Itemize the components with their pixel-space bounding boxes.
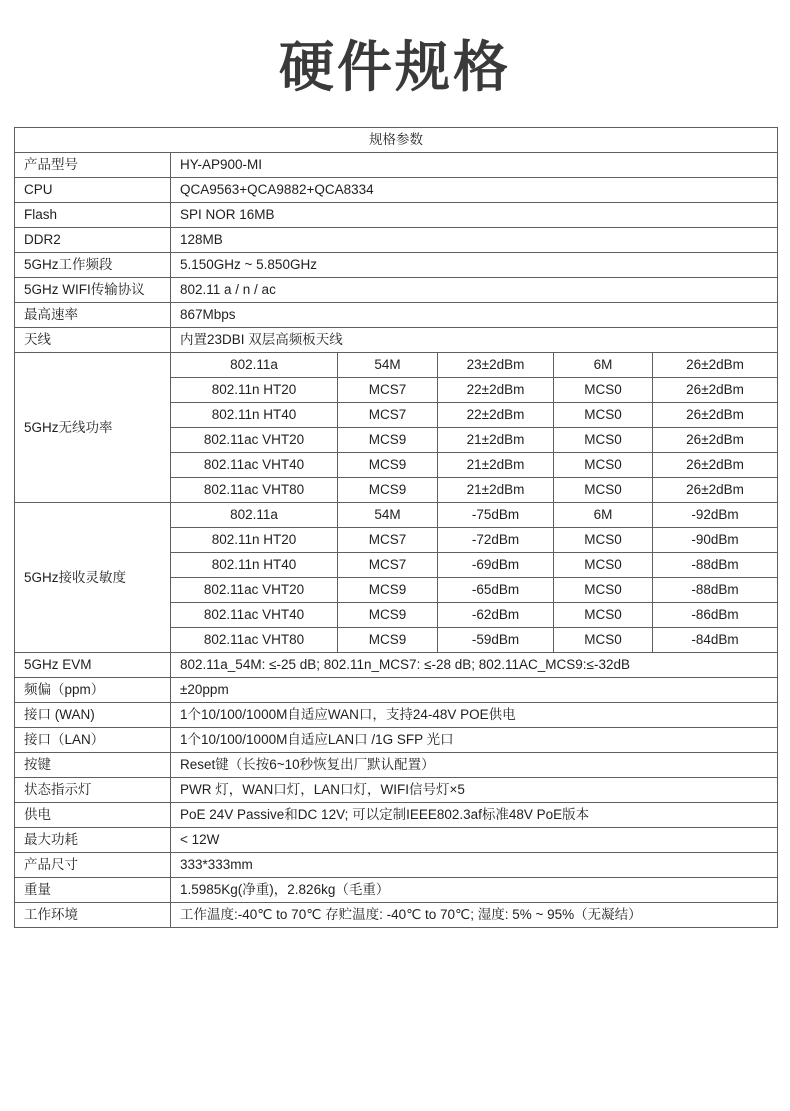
power-cell: 22±2dBm bbox=[438, 378, 554, 403]
sensitivity-cell: -88dBm bbox=[653, 578, 778, 603]
row-value: 1.5985Kg(净重)，2.826kg（毛重） bbox=[171, 878, 778, 903]
sensitivity-cell: -72dBm bbox=[438, 528, 554, 553]
row-label: 5GHz WIFI传输协议 bbox=[15, 278, 171, 303]
protocol-cell: 802.11ac VHT40 bbox=[171, 603, 338, 628]
row-label: 按键 bbox=[15, 753, 171, 778]
sensitivity-cell: -86dBm bbox=[653, 603, 778, 628]
rate-cell: 54M bbox=[338, 503, 438, 528]
row-value: QCA9563+QCA9882+QCA8334 bbox=[171, 178, 778, 203]
sensitivity-cell: -90dBm bbox=[653, 528, 778, 553]
power-cell: 26±2dBm bbox=[653, 453, 778, 478]
rx-sensitivity-row bbox=[15, 503, 778, 528]
table-row bbox=[15, 203, 778, 228]
rate-cell: MCS9 bbox=[338, 578, 438, 603]
table-row bbox=[15, 653, 778, 678]
rate-cell: 6M bbox=[554, 503, 653, 528]
table-row bbox=[15, 778, 778, 803]
table-row bbox=[15, 303, 778, 328]
rate-cell: MCS9 bbox=[338, 478, 438, 503]
rate-cell: MCS0 bbox=[554, 428, 653, 453]
row-value: ±20ppm bbox=[171, 678, 778, 703]
row-label: 频偏（ppm） bbox=[15, 678, 171, 703]
table-row bbox=[15, 903, 778, 928]
rate-cell: MCS0 bbox=[554, 528, 653, 553]
row-value: PoE 24V Passive和DC 12V; 可以定制IEEE802.3af标准48V PoE版本 bbox=[171, 803, 778, 828]
protocol-cell: 802.11ac VHT80 bbox=[171, 478, 338, 503]
protocol-cell: 802.11n HT40 bbox=[171, 553, 338, 578]
sensitivity-cell: -88dBm bbox=[653, 553, 778, 578]
table-row bbox=[15, 703, 778, 728]
rate-cell: 54M bbox=[338, 353, 438, 378]
power-cell: 22±2dBm bbox=[438, 403, 554, 428]
table-row bbox=[15, 753, 778, 778]
power-cell: 26±2dBm bbox=[653, 378, 778, 403]
sensitivity-cell: -84dBm bbox=[653, 628, 778, 653]
row-value: 128MB bbox=[171, 228, 778, 253]
rate-cell: MCS0 bbox=[554, 378, 653, 403]
row-label: DDR2 bbox=[15, 228, 171, 253]
row-label: 产品尺寸 bbox=[15, 853, 171, 878]
rate-cell: MCS0 bbox=[554, 628, 653, 653]
group-label: 5GHz无线功率 bbox=[15, 353, 171, 503]
row-label: 产品型号 bbox=[15, 153, 171, 178]
rate-cell: MCS7 bbox=[338, 403, 438, 428]
row-value: PWR 灯，WAN口灯，LAN口灯，WIFI信号灯×5 bbox=[171, 778, 778, 803]
rate-cell: MCS0 bbox=[554, 478, 653, 503]
rate-cell: MCS9 bbox=[338, 453, 438, 478]
row-label: 5GHz EVM bbox=[15, 653, 171, 678]
row-label: CPU bbox=[15, 178, 171, 203]
row-label: 接口 (WAN) bbox=[15, 703, 171, 728]
row-value: 内置23DBI 双层高频板天线 bbox=[171, 328, 778, 353]
row-value: 5.150GHz ~ 5.850GHz bbox=[171, 253, 778, 278]
table-row bbox=[15, 678, 778, 703]
table-row bbox=[15, 153, 778, 178]
protocol-cell: 802.11n HT20 bbox=[171, 528, 338, 553]
row-label: 最大功耗 bbox=[15, 828, 171, 853]
row-label: 重量 bbox=[15, 878, 171, 903]
power-cell: 26±2dBm bbox=[653, 478, 778, 503]
row-label: 天线 bbox=[15, 328, 171, 353]
rate-cell: 6M bbox=[554, 353, 653, 378]
rate-cell: MCS0 bbox=[554, 403, 653, 428]
power-cell: 21±2dBm bbox=[438, 453, 554, 478]
row-value: HY-AP900-MI bbox=[171, 153, 778, 178]
row-value: 工作温度:-40℃ to 70℃ 存贮温度: -40℃ to 70℃; 湿度: 5% ~ 95%（无凝结） bbox=[171, 903, 778, 928]
row-label: 5GHz工作频段 bbox=[15, 253, 171, 278]
row-label: Flash bbox=[15, 203, 171, 228]
protocol-cell: 802.11ac VHT20 bbox=[171, 578, 338, 603]
table-row bbox=[15, 253, 778, 278]
power-cell: 26±2dBm bbox=[653, 353, 778, 378]
table-row bbox=[15, 278, 778, 303]
sensitivity-cell: -92dBm bbox=[653, 503, 778, 528]
protocol-cell: 802.11a bbox=[171, 353, 338, 378]
rate-cell: MCS9 bbox=[338, 603, 438, 628]
table-row bbox=[15, 178, 778, 203]
rate-cell: MCS7 bbox=[338, 553, 438, 578]
row-value: 802.11a_54M: ≤-25 dB; 802.11n_MCS7: ≤-28 dB; 802.11AC_MCS9:≤-32dB bbox=[171, 653, 778, 678]
protocol-cell: 802.11a bbox=[171, 503, 338, 528]
row-label: 接口（LAN） bbox=[15, 728, 171, 753]
sensitivity-cell: -59dBm bbox=[438, 628, 554, 653]
row-value: < 12W bbox=[171, 828, 778, 853]
sensitivity-cell: -62dBm bbox=[438, 603, 554, 628]
table-header-title: 规格参数 bbox=[15, 128, 778, 153]
power-cell: 23±2dBm bbox=[438, 353, 554, 378]
row-value: 1个10/100/1000M自适应WAN口，支持24-48V POE供电 bbox=[171, 703, 778, 728]
rate-cell: MCS7 bbox=[338, 378, 438, 403]
table-row bbox=[15, 728, 778, 753]
rate-cell: MCS7 bbox=[338, 528, 438, 553]
protocol-cell: 802.11n HT20 bbox=[171, 378, 338, 403]
group-label: 5GHz接收灵敏度 bbox=[15, 503, 171, 653]
row-label: 最高速率 bbox=[15, 303, 171, 328]
row-value: 1个10/100/1000M自适应LAN口 /1G SFP 光口 bbox=[171, 728, 778, 753]
rate-cell: MCS9 bbox=[338, 628, 438, 653]
row-value: SPI NOR 16MB bbox=[171, 203, 778, 228]
rate-cell: MCS0 bbox=[554, 553, 653, 578]
power-cell: 21±2dBm bbox=[438, 478, 554, 503]
protocol-cell: 802.11ac VHT20 bbox=[171, 428, 338, 453]
protocol-cell: 802.11ac VHT80 bbox=[171, 628, 338, 653]
sensitivity-cell: -75dBm bbox=[438, 503, 554, 528]
table-header-row bbox=[15, 128, 778, 153]
power-cell: 21±2dBm bbox=[438, 428, 554, 453]
table-row bbox=[15, 228, 778, 253]
spec-table bbox=[14, 127, 778, 928]
row-value: Reset键（长按6~10秒恢复出厂默认配置） bbox=[171, 753, 778, 778]
table-row bbox=[15, 803, 778, 828]
rate-cell: MCS0 bbox=[554, 578, 653, 603]
tx-power-row bbox=[15, 353, 778, 378]
row-value: 802.11 a / n / ac bbox=[171, 278, 778, 303]
power-cell: 26±2dBm bbox=[653, 428, 778, 453]
table-row bbox=[15, 878, 778, 903]
rate-cell: MCS0 bbox=[554, 453, 653, 478]
row-value: 333*333mm bbox=[171, 853, 778, 878]
row-label: 状态指示灯 bbox=[15, 778, 171, 803]
sensitivity-cell: -69dBm bbox=[438, 553, 554, 578]
rate-cell: MCS0 bbox=[554, 603, 653, 628]
rate-cell: MCS9 bbox=[338, 428, 438, 453]
table-row bbox=[15, 328, 778, 353]
row-label: 工作环境 bbox=[15, 903, 171, 928]
protocol-cell: 802.11n HT40 bbox=[171, 403, 338, 428]
table-row bbox=[15, 828, 778, 853]
page-title: 硬件规格 bbox=[278, 36, 511, 98]
sensitivity-cell: -65dBm bbox=[438, 578, 554, 603]
table-row bbox=[15, 853, 778, 878]
row-value: 867Mbps bbox=[171, 303, 778, 328]
row-label: 供电 bbox=[15, 803, 171, 828]
power-cell: 26±2dBm bbox=[653, 403, 778, 428]
protocol-cell: 802.11ac VHT40 bbox=[171, 453, 338, 478]
